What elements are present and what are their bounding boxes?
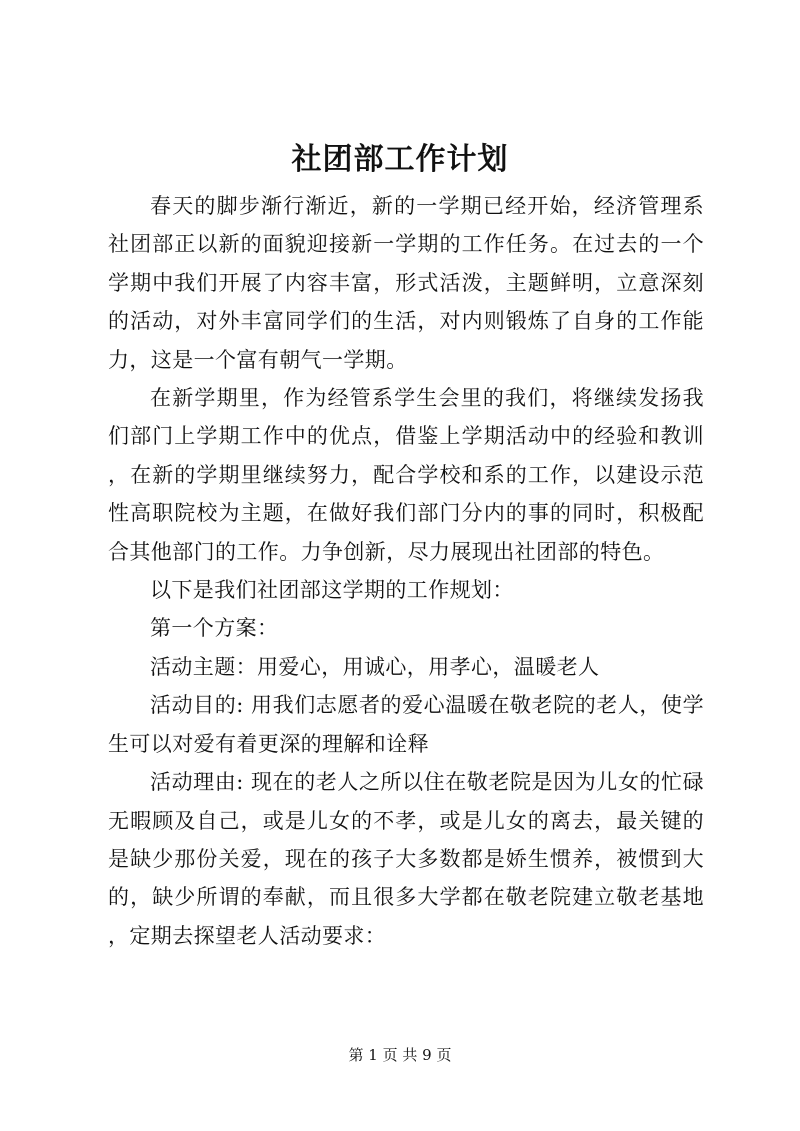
document-title: 社团部工作计划 <box>291 142 509 177</box>
paragraph-activity-purpose: 活动目的: 用我们志愿者的爱心温暖在敬老院的老人，使学生可以对爱有着更深的理解和诠释 <box>108 693 704 756</box>
paragraph-intro: 春天的脚步渐行渐近，新的一学期已经开始，经济管理系社团部正以新的面貌迎接新一学期的工作任务。在过去的一个学期中我们开展了内容丰富，形式活泼，主题鲜明，立意深刻的活动，对外丰富同学们的生活，对内则锻炼了自身的工作能力，这是一个富有朝气一学期。 <box>108 194 704 372</box>
paragraph-plan-intro: 以下是我们社团部这学期的工作规划： <box>150 578 514 603</box>
page-footer: 第 1 页 共 9 页 <box>348 1046 452 1064</box>
paragraph-activity-theme: 活动主题：用爱心，用诚心，用孝心，温暖老人 <box>150 654 600 679</box>
paragraph-activity-reason: 活动理由: 现在的老人之所以住在敬老院是因为儿女的忙碌无暇顾及自己，或是儿女的不孝，或是儿女的离去，最关键的是缺少那份关爱，现在的孩子大多数都是娇生惯养，被惯到大的，缺少所谓的奉献，而且很多大学都在敬老院建立敬老基地，定期去探望老人活动要求： <box>108 770 704 948</box>
paragraph-new-semester: 在新学期里，作为经管系学生会里的我们，将继续发扬我们部门上学期工作中的优点，借鉴上学期活动中的经验和教训，在新的学期里继续努力，配合学校和系的工作，以建设示范性高职院校为主题，在做好我们部门分内的事的同时，积极配合其他部门的工作。力争创新，尽力展现出社团部的特色。 <box>108 386 704 564</box>
document-body <box>108 187 704 955</box>
paragraph-first-plan: 第一个方案： <box>150 616 279 641</box>
